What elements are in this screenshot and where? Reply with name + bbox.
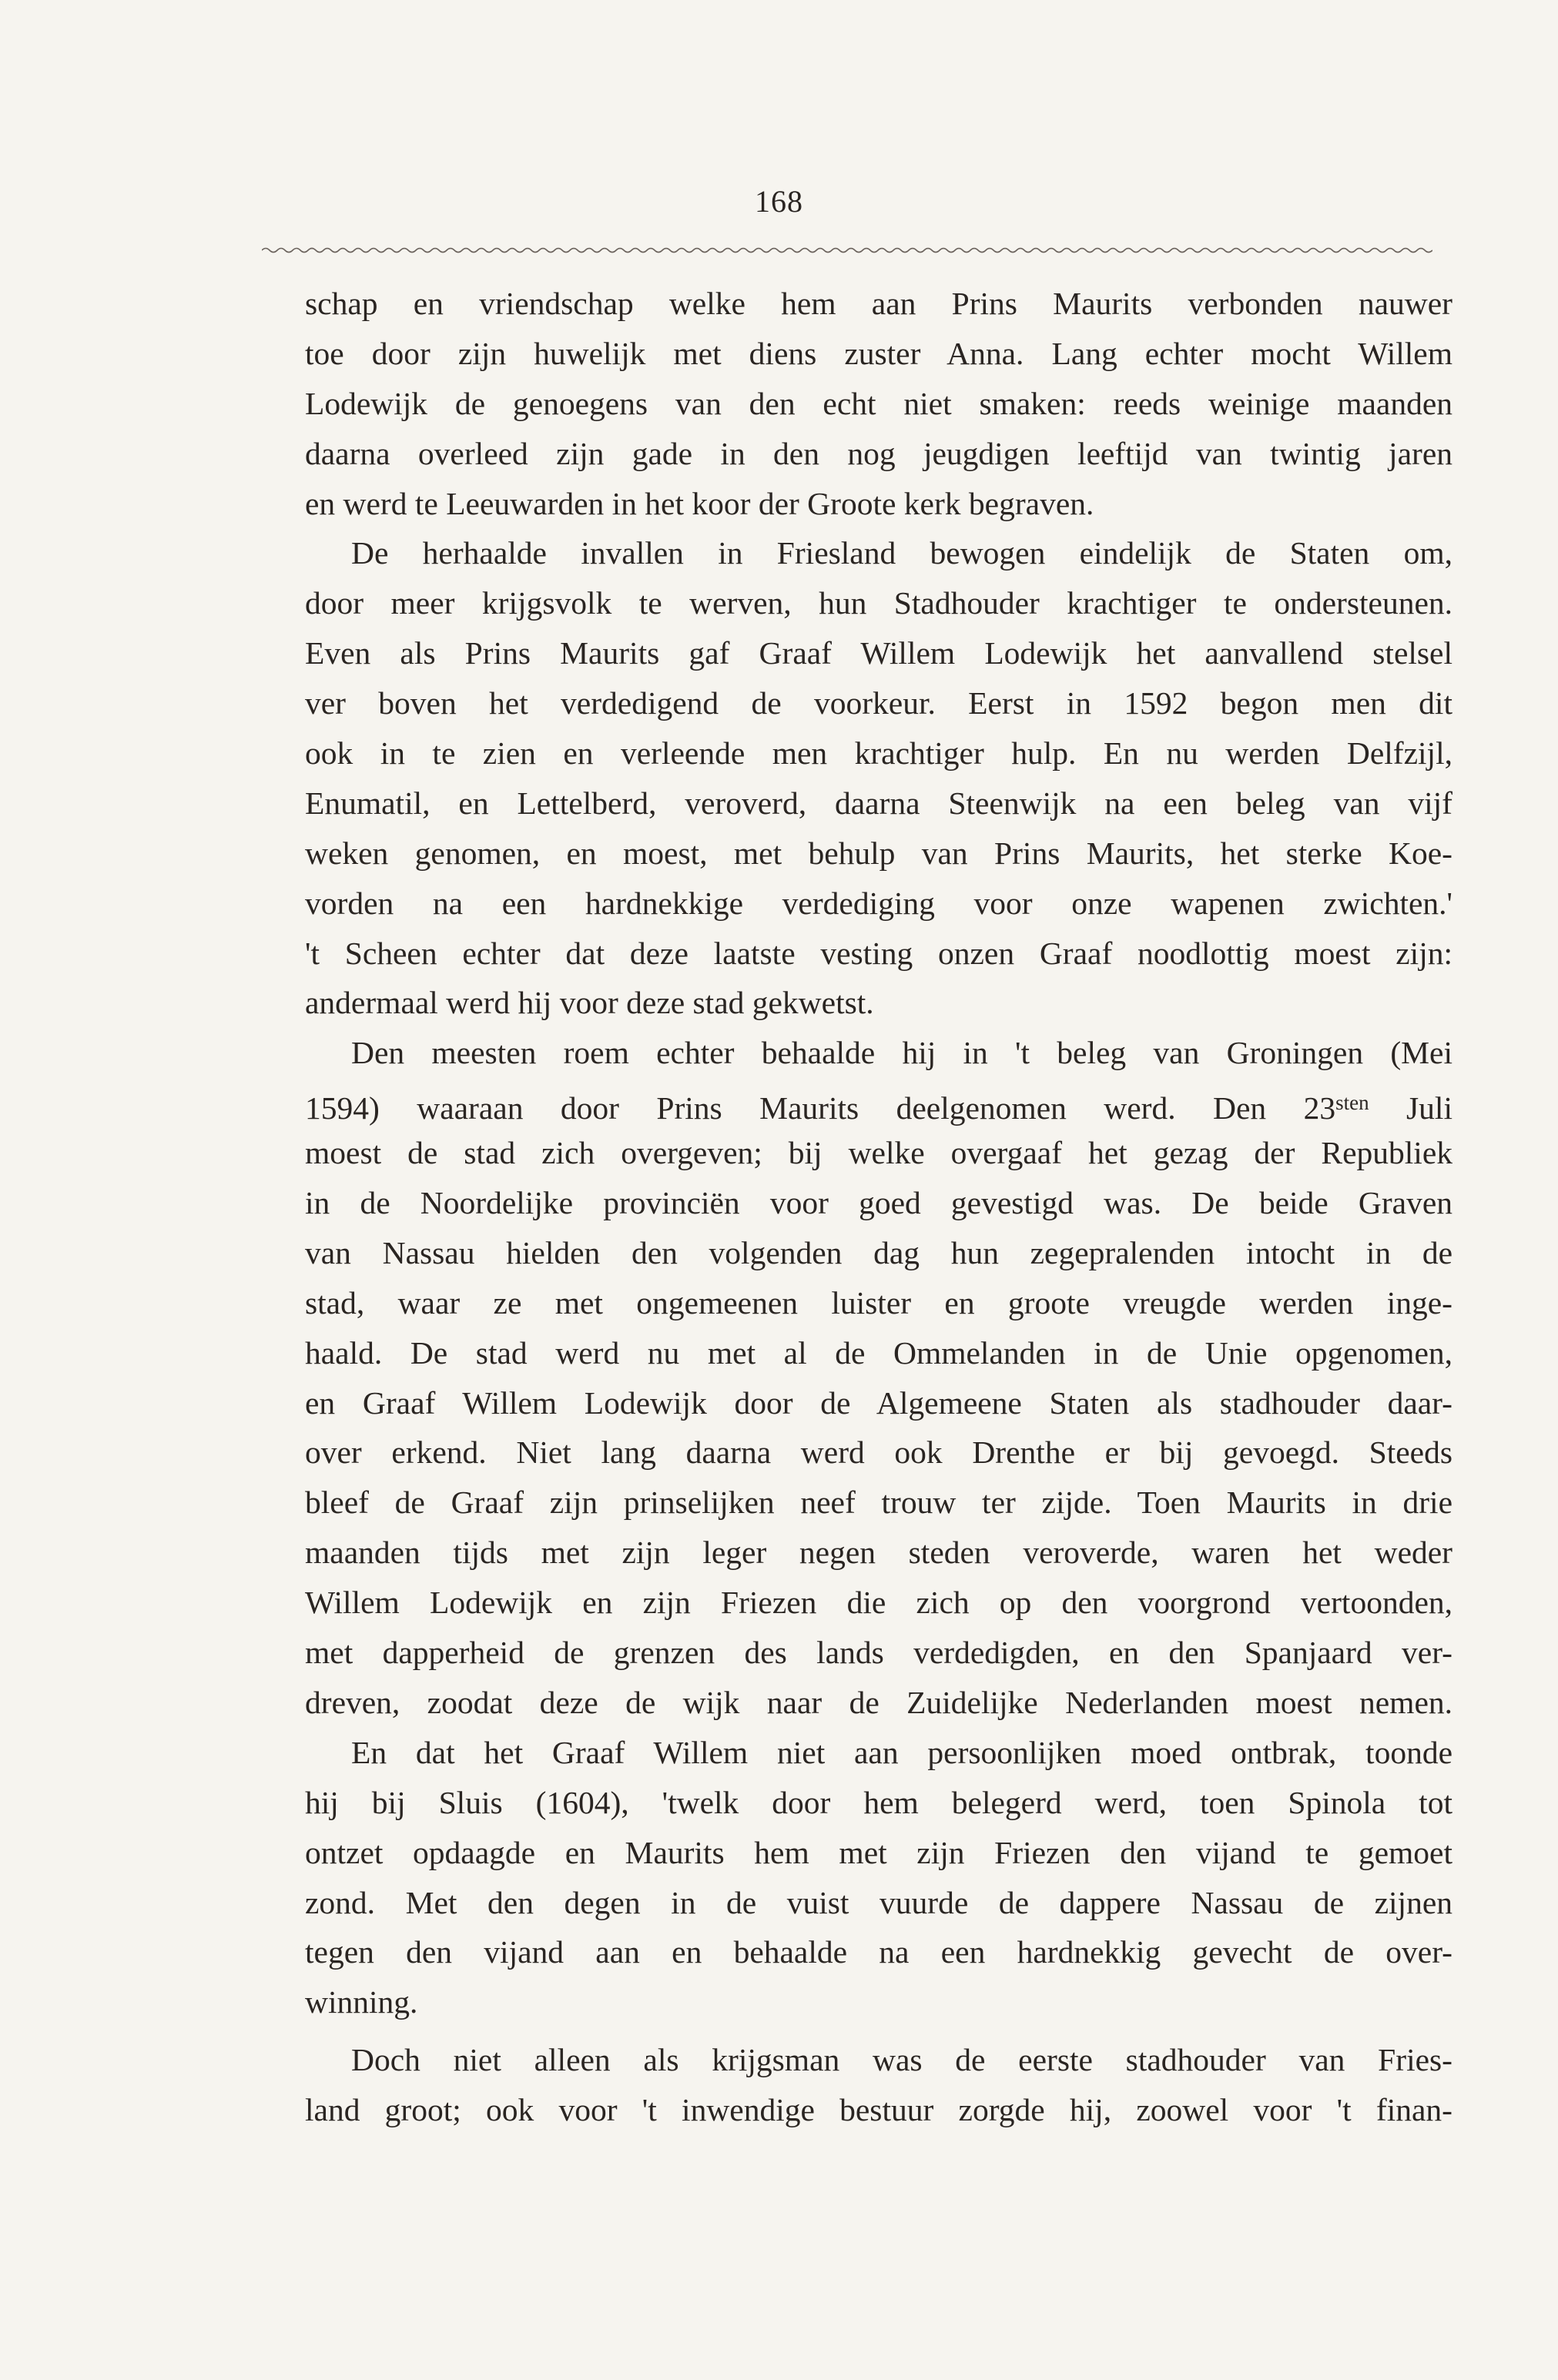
text-line: en werd te Leeuwarden in het koor der Groote kerk begraven.: [305, 485, 1094, 521]
text-fragment: Juli: [1369, 1090, 1452, 1126]
text-line: Den meesten roem echter behaalde hij in 't beleg van Groningen (Mei: [351, 1035, 1452, 1071]
decorative-wavy-rule: [262, 245, 1432, 256]
text-line: Lodewijk de genoegens van den echt niet smaken: reeds weinige maanden: [305, 385, 1452, 421]
text-line-with-superscript: [305, 1078, 1452, 1128]
text-line: land groot; ook voor 't inwendige bestuur zorgde hij, zoowel voor 't finan-: [305, 2092, 1452, 2128]
text-line: Even als Prins Maurits gaf Graaf Willem Lodewijk het aanvallend stelsel: [305, 635, 1452, 671]
text-line: dreven, zoodat deze de wijk naar de Zuidelijke Nederlanden moest nemen.: [305, 1684, 1452, 1720]
text-fragment: 1594) waaraan door Prins Maurits deelgenomen werd. Den 23: [305, 1090, 1336, 1126]
text-line: De herhaalde invallen in Friesland bewogen eindelijk de Staten om,: [351, 535, 1452, 571]
text-line: Willem Lodewijk en zijn Friezen die zich op den voorgrond vertoonden,: [305, 1585, 1452, 1621]
text-line: over erkend. Niet lang daarna werd ook Drenthe er bij gevoegd. Steeds: [305, 1434, 1452, 1471]
text-line: andermaal werd hij voor deze stad gekwetst.: [305, 985, 874, 1021]
text-line: stad, waar ze met ongemeenen luister en groote vreugde werden inge-: [305, 1284, 1452, 1321]
text-line: weken genomen, en moest, met behulp van Prins Maurits, het sterke Koe-: [305, 835, 1452, 871]
text-line: daarna overleed zijn gade in den nog jeugdigen leeftijd van twintig jaren: [305, 435, 1452, 471]
body-text: [305, 279, 1452, 2135]
text-line: moest de stad zich overgeven; bij welke overgaaf het gezag der Republiek: [305, 1135, 1452, 1171]
text-line: van Nassau hielden den volgenden dag hun zegepralenden intocht in de: [305, 1234, 1452, 1270]
text-line: ver boven het verdedigend de voorkeur. Eerst in 1592 begon men dit: [305, 685, 1452, 721]
text-line: ontzet opdaagde en Maurits hem met zijn Friezen den vijand te gemoet: [305, 1834, 1452, 1870]
text-line: haald. De stad werd nu met al de Ommelanden in de Unie opgenomen,: [305, 1334, 1452, 1371]
text-line: Enumatil, en Lettelberd, veroverd, daarna Steenwijk na een beleg van vijf: [305, 785, 1452, 821]
text-line: En dat het Graaf Willem niet aan persoonlijken moed ontbrak, toonde: [351, 1734, 1452, 1770]
text-line: tegen den vijand aan en behaalde na een hardnekkig gevecht de over-: [305, 1934, 1452, 1970]
text-line: en Graaf Willem Lodewijk door de Algemeene Staten als stadhouder daar-: [305, 1384, 1452, 1421]
text-line: vorden na een hardnekkige verdediging voor onze wapenen zwichten.': [305, 885, 1452, 921]
text-line: toe door zijn huwelijk met diens zuster Anna. Lang echter mocht Willem: [305, 335, 1452, 371]
page-number: 168: [755, 184, 803, 219]
superscript: sten: [1335, 1091, 1369, 1115]
text-line: Doch niet alleen als krijgsman was de eerste stadhouder van Fries-: [351, 2042, 1452, 2078]
text-line: maanden tijds met zijn leger negen steden veroverde, waren het weder: [305, 1535, 1452, 1571]
text-line: hij bij Sluis (1604), 'twelk door hem belegerd werd, toen Spinola tot: [305, 1784, 1452, 1820]
text-line: bleef de Graaf zijn prinselijken neef trouw ter zijde. Toen Maurits in drie: [305, 1485, 1452, 1521]
text-line: door meer krijgsvolk te werven, hun Stadhouder krachtiger te ondersteunen.: [305, 585, 1452, 621]
text-line: zond. Met den degen in de vuist vuurde de dappere Nassau de zijnen: [305, 1884, 1452, 1920]
text-line: in de Noordelijke provinciën voor goed gevestigd was. De beide Graven: [305, 1185, 1452, 1221]
text-line: 't Scheen echter dat deze laatste vesting onzen Graaf noodlottig moest zijn:: [305, 935, 1452, 971]
text-line: met dapperheid de grenzen des lands verdedigden, en den Spanjaard ver-: [305, 1635, 1452, 1671]
text-line: winning.: [305, 1984, 418, 2020]
text-line: schap en vriendschap welke hem aan Prins Maurits verbonden nauwer: [305, 286, 1452, 321]
text-line: ook in te zien en verleende men krachtiger hulp. En nu werden Delfzijl,: [305, 735, 1452, 772]
